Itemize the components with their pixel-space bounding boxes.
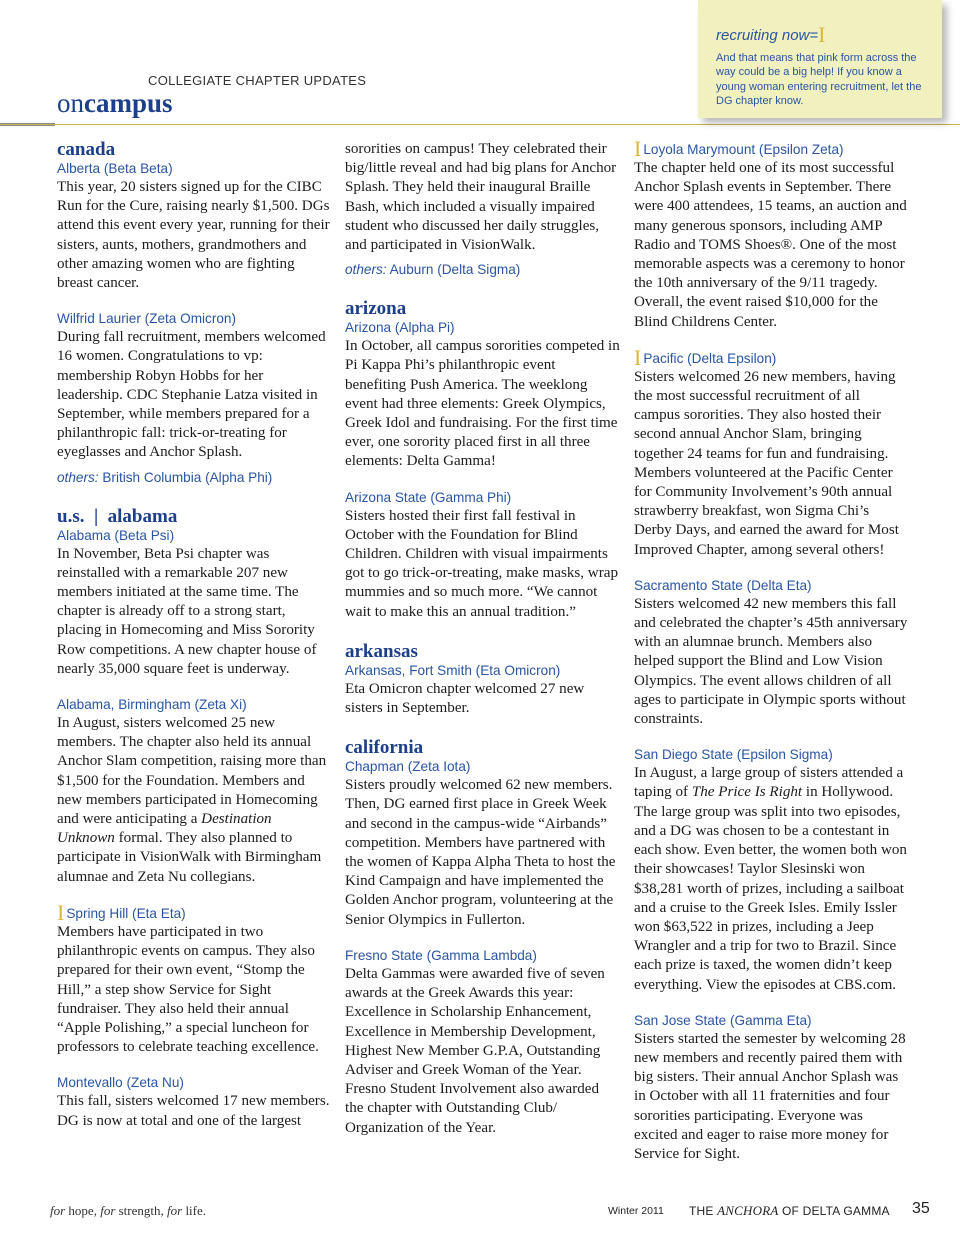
heading-us-alabama: u.s. | alabama [57, 505, 178, 527]
heading-arkansas: arkansas [345, 640, 418, 662]
column-1 [57, 140, 332, 1131]
footer-tagline: for hope, for strength, for life. [50, 1203, 207, 1218]
others-value: British Columbia (Alpha Phi) [102, 469, 273, 485]
i-mark-icon: I [57, 899, 65, 925]
text-montevallo-continued: sororities on campus! They celebrated their big/little reveal and had big plans for Anchor Splash. They held their inaugural Braille Bash, which included a visually impaired student who discussed her daily struggles, and participated in VisionWalk. [345, 141, 617, 254]
text-arizona-state: Sisters hosted their first fall festival in October with the Foundation for Blind Children. Children with visual impairments got to go trick-or-treating, make masks, wrap mummies and so much more. “We cannot wait to make this an annual tradition.” [345, 507, 618, 620]
chapter-sacramento-state: Sacramento State (Delta Eta) [634, 577, 812, 593]
chapter-alabama-birmingham: Alabama, Birmingham (Zeta Xi) [57, 697, 247, 713]
text-pacific: Sisters welcomed 26 new members, having the most successful recruitment of all campus sororities. They also hosted their second annual Anchor Slam, bringing together 24 teams for fun and fundraising. Members volunteered at the Pacific Center for Community Involvement’s 90th annual strawberry breakfast, won Sigma Chi’s Derby Days, and earned the award for Most Improved Chapter, among several others! [634, 368, 899, 558]
text-alabama: In November, Beta Psi chapter was reinstalled with a remarkable 207 new members initiated at the same time. The chapter is already off to a strong start, placing in Homecoming and Miss Sorority Row competitions. A new chapter house of nearly 35,000 square feet is underway. [57, 545, 317, 677]
chapter-alberta: Alberta (Beta Beta) [57, 161, 173, 176]
heading-arizona: arizona [345, 298, 407, 320]
recruiting-mark: I [818, 22, 826, 47]
text-san-jose-state: Sisters started the semester by welcoming 28 new members and recently paired them with big sisters. Their annual Anchor Splash was in October with all 11 fraternities and four sororities participating. Everyone was excited and eager to raise more money for Service for Sight. [634, 1030, 906, 1162]
chapter-loyola-marymount: I Loyola Marymount (Epsilon Zeta) [634, 136, 844, 161]
text-chapman: Sisters proudly welcomed 62 new members. Then, DG earned first place in Greek Week and second in the campus-wide “Airbands” competition. Members have partnered with the women of Kappa Alpha Theta to host the Kind Campaign and have implemented the Golden Anchor program, volunteering at the Senior Olympics in Fullerton. [345, 777, 616, 928]
chapter-arkansas-fort-smith: Arkansas, Fort Smith (Eta Omicron) [345, 662, 561, 678]
chapter-pacific: I Pacific (Delta Epsilon) [634, 344, 777, 370]
page-title-main: campus [84, 88, 173, 118]
column-3 [634, 136, 909, 1164]
chapter-san-jose-state: San Jose State (Gamma Eta) [634, 1012, 812, 1028]
others-canada [57, 469, 332, 487]
others-value: Auburn (Delta Sigma) [389, 262, 521, 278]
chapter-montevallo: Montevallo (Zeta Nu) [57, 1075, 184, 1091]
i-mark-icon: I [634, 136, 642, 161]
chapter-arizona-state: Arizona State (Gamma Phi) [345, 489, 512, 505]
i-mark-icon: I [634, 344, 642, 370]
text-arkansas-fort-smith: Eta Omicron chapter welcomed 27 new sisters in September. [345, 680, 585, 717]
chapter-chapman: Chapman (Zeta Iota) [345, 759, 471, 775]
section-label: COLLEGIATE CHAPTER UPDATES [148, 73, 367, 88]
page-title-prefix: on [57, 88, 84, 118]
text-sacramento-state: Sisters welcomed 42 new members this fall and celebrated the chapter’s 45th anniversary with an alumnae brunch. Members also helped support the Blind and Low Vision Olympics. The event allows children of all ages to participate in Olympic sports without constraints. [634, 595, 908, 728]
others-label: others: [345, 262, 387, 278]
recruiting-text: And that means that pink form across the way could be a big help! If you know a young woman entering recruitment, let the DG chapter know. [716, 52, 922, 108]
footer-magazine: THE ANCHORA OF DELTA GAMMA [689, 1203, 890, 1218]
header-rule [0, 124, 960, 125]
recruiting-title [716, 24, 825, 46]
text-wilfrid-laurier: During fall recruitment, members welcomed 16 women. Congratulations to vp: membership Robyn Hobbs for her leadership. CDC Stephanie Latza visited in September, while members prepared for a philanthropic fall: trick-or-treating for eyeglasses and Anchor Splash. [57, 329, 326, 461]
chapter-alabama: Alabama (Beta Psi) [57, 527, 175, 543]
chapter-wilfrid-laurier: Wilfrid Laurier (Zeta Omicron) [57, 311, 237, 327]
text-loyola-marymount: The chapter held one of its most successful Anchor Splash events in September. There were 400 attendees, 15 teams, an auction and many generous sponsors, including AMP Radio and TOMS Shoes®. One of the most memorable aspects was a ceremony to honor the 10th anniversary of the 9/11 tragedy. Overall, the event raised $10,000 for the Blind Childrens Center. [634, 160, 907, 330]
text-arizona: In October, all campus sororities competed in Pi Kappa Phi’s philanthropic event benefiting Push America. The weeklong event had three elements: Greek Olympics, Greek Idol and fundraising. For the first time ever, one sorority placed first in all three elements: Delta Gamma! [345, 338, 620, 470]
chapter-fresno-state: Fresno State (Gamma Lambda) [345, 947, 537, 963]
others-label: others: [57, 469, 99, 485]
text-san-diego-state: In August, a large group of sisters attended a taping of The Price Is Right in Hollywood. The large group was split into two episodes, and a DG was chosen to be a contestant in each show. Even better, the women both won their showcases! Taylor Slesinski won $38,281 worth of prizes, including a sailboat and a cruise to the Greek Isles. Emily Issler won $63,522 in prizes, including a Jeep Wrangler and a trip for two to Brazil. Since each prize is taxed, the women didn’t keep everything. View the episodes at CBS.com. [634, 765, 907, 993]
heading-canada: canada [57, 139, 116, 160]
chapter-arizona: Arizona (Alpha Pi) [345, 320, 455, 336]
recruiting-callout [698, 0, 942, 118]
heading-california: california [345, 737, 424, 759]
chapter-san-diego-state: San Diego State (Epsilon Sigma) [634, 747, 833, 763]
text-spring-hill: Members have participated in two philanthropic events on campus. They also prepared for their own event, “Stomp the Hill,” a step show Service for Sight fundraiser. They also held their annual “Apple Polishing,” a special luncheon for professors to celebrate teaching excellence. [57, 923, 319, 1056]
text-montevallo: This fall, sisters welcomed 17 new members. DG is now at total and one of the largest [57, 1093, 330, 1129]
footer-issue: Winter 2011 [608, 1205, 664, 1217]
page-number: 35 [912, 1200, 930, 1217]
others-alabama [345, 261, 620, 279]
text-alberta: This year, 20 sisters signed up for the CIBC Run for the Cure, raising nearly $1,500. DGs attend this event every year, running for their sisters, aunts, mothers, grandmothers and other amazing women who are fighting breast cancer. [57, 179, 330, 292]
page-title [57, 88, 173, 119]
chapter-spring-hill: I Spring Hill (Eta Eta) [57, 899, 186, 925]
recruiting-title-text: recruiting now= [716, 27, 819, 44]
column-2 [345, 140, 620, 1138]
text-fresno-state: Delta Gammas were awarded five of seven awards at the Greek Awards this year: Excellence in Scholarship Enhancement, Excellence in Membership Development, Highest New Member G.P.A, Outstanding Adviser and Greek Woman of the Year. Fresno Student Involvement also awarded the chapter with Outstanding Club/ Organization of the Year. [345, 965, 605, 1136]
text-alabama-birmingham: In August, sisters welcomed 25 new members. The chapter also held its annual Anchor Slam competition, raising more than $1,500 for the Foundation. Members and new members participated in Homecoming and were anticipating a Destination Unknown formal. They also planned to participate in VisionWalk with Birmingham alumnae and Zeta Nu collegians. [57, 715, 327, 885]
